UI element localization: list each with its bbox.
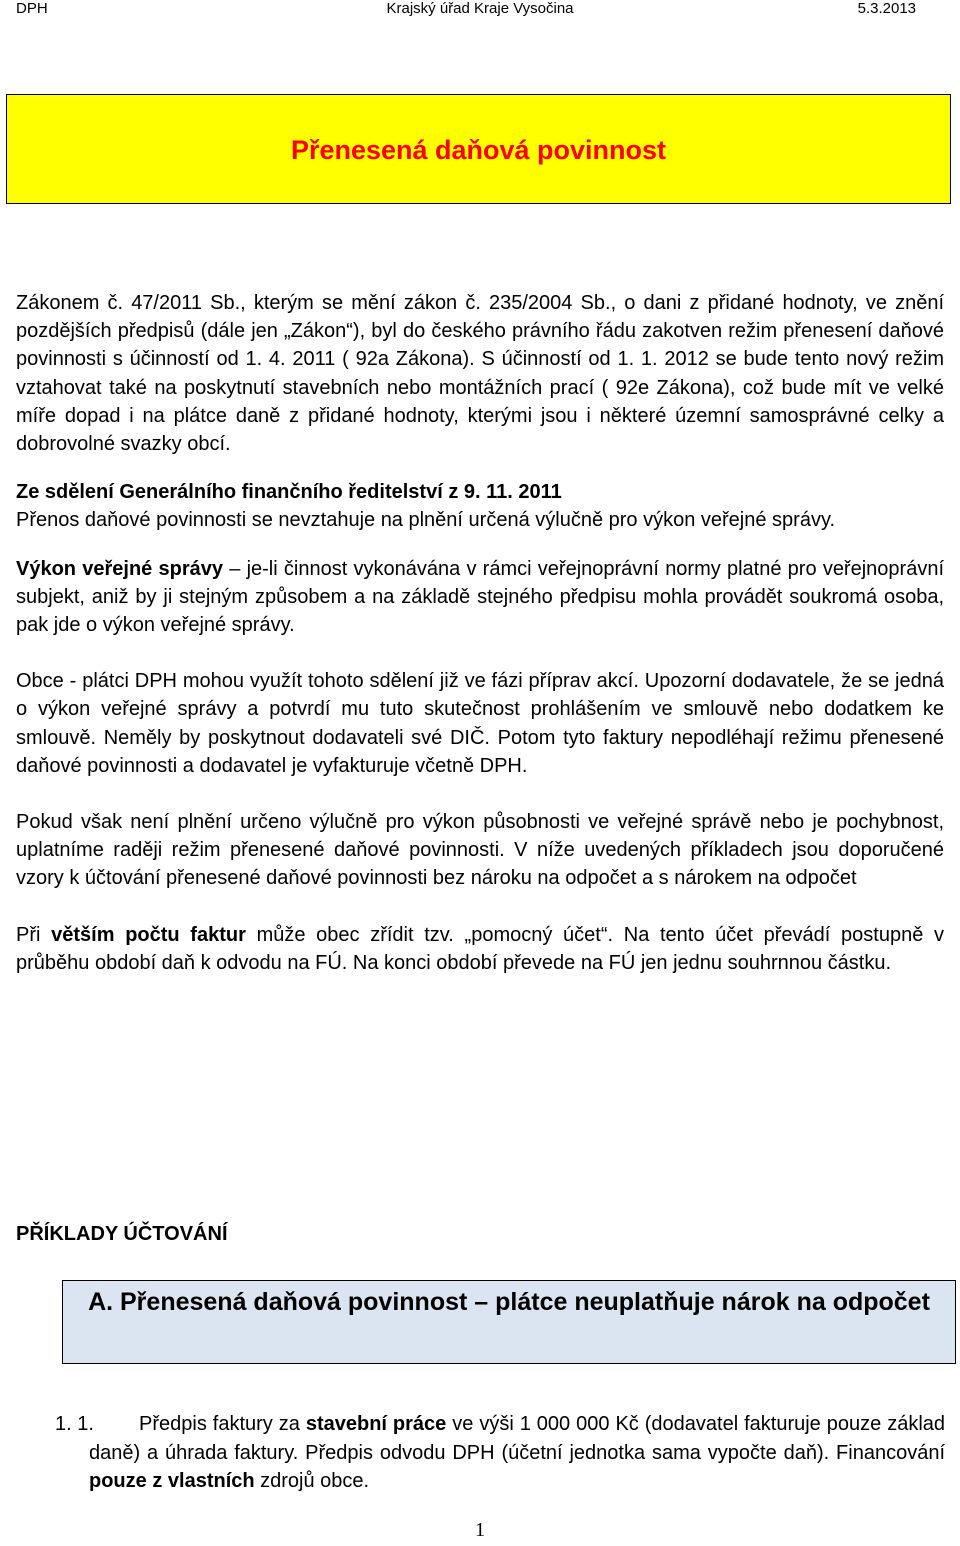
intro-paragraph: Zákonem č. 47/2011 Sb., kterým se mění zákon č. 235/2004 Sb., o dani z přidané hodnoty, ve znění pozdějších předpisů (dále jen „Zákon“), byl do českého právního řádu zakotven režim přenesení daňové povinnosti s účinností od 1. 4. 2011 ( 92a Zákona). S účinností od 1. 1. 2012 se bude tento nový režim vztahovat také na poskytnutí stavebních nebo montážních prací ( 92e Zákona), což bude mít ve velké míře dopad i na plátce daně z přidané hodnoty, kterými jsou i některé územní samosprávné celky a dobrovolné svazky obcí. bbox=[16, 292, 944, 456]
header-center: Krajský úřad Kraje Vysočina bbox=[386, 0, 574, 17]
item-text: Předpis faktury za stavební práce ve výši 1 000 000 Kč (dodavatel fakturuje pouze základ daně) a úhrada faktury. Předpis odvodu DPH (účetní jednotka sama vypočte daň). Financování pouze z vlastních zdrojů obce. bbox=[89, 1413, 946, 1492]
definition-term: Výkon veřejné správy bbox=[16, 557, 224, 580]
page-number: 1 bbox=[475, 1519, 485, 1541]
pokud-paragraph: Pokud však není plnění určeno výlučně pro výkon působnosti ve veřejné správě nebo je pochybnost, uplatníme raději režim přenesené daňové povinnosti. V níže uvedených příkladech jsou doporučené vzory k účtování přenesené daňové povinnosti bez nároku na odpočet a s nárokem na odpočet bbox=[16, 811, 944, 890]
section-a-box bbox=[62, 1280, 956, 1364]
header-left: DPH bbox=[16, 0, 48, 17]
title-box bbox=[6, 94, 951, 204]
section-a-title: A. Přenesená daňová povinnost – plátce neuplatňuje nárok na odpočet bbox=[88, 1288, 930, 1316]
item-number: 1. 1. bbox=[55, 1413, 94, 1435]
document-title: Přenesená daňová povinnost bbox=[290, 135, 667, 165]
definition-paragraph: Výkon veřejné správy – je-li činnost vykonávána v rámci veřejnoprávní normy platné pro veřejnoprávní subjekt, aniž by ji stejným způsobem a na základě stejného předpisu mohla provádět soukromá osoba, pak jde o výkon veřejné správy. bbox=[16, 557, 944, 637]
page-header bbox=[0, 0, 960, 26]
gfr-heading: Ze sdělení Generálního finančního ředitelství z 9. 11. 2011 bbox=[16, 481, 562, 504]
list-item bbox=[55, 1410, 945, 1496]
obce-paragraph: Obce - plátci DPH mohou využít tohoto sdělení již ve fázi příprav akcí. Upozorní dodavatele, že se jedná o výkon veřejné správy a potvrdí mu tuto skutečnost prohlášením ve smlouvě nebo dodatkem ke smlouvě. Neměly by poskytnout dodavateli své DIČ. Potom tyto faktury nepodléhají režimu přenesené daňové povinnosti a dodavatel je vyfakturuje včetně DPH. bbox=[16, 670, 944, 777]
header-date: 5.3.2013 bbox=[857, 0, 916, 17]
faktury-paragraph: Při větším počtu faktur může obec zřídit tzv. „pomocný účet“. Na tento účet převádí postupně v průběhu období daň k odvodu na FÚ. Na konci období převede na FÚ jen jednu souhrnnou částku. bbox=[16, 923, 945, 974]
examples-heading: PŘÍKLADY ÚČTOVÁNÍ bbox=[16, 1223, 228, 1245]
main-content bbox=[16, 289, 944, 977]
gfr-paragraph: Přenos daňové povinnosti se nevztahuje na plnění určená výlučně pro výkon veřejné správy. bbox=[16, 509, 836, 532]
